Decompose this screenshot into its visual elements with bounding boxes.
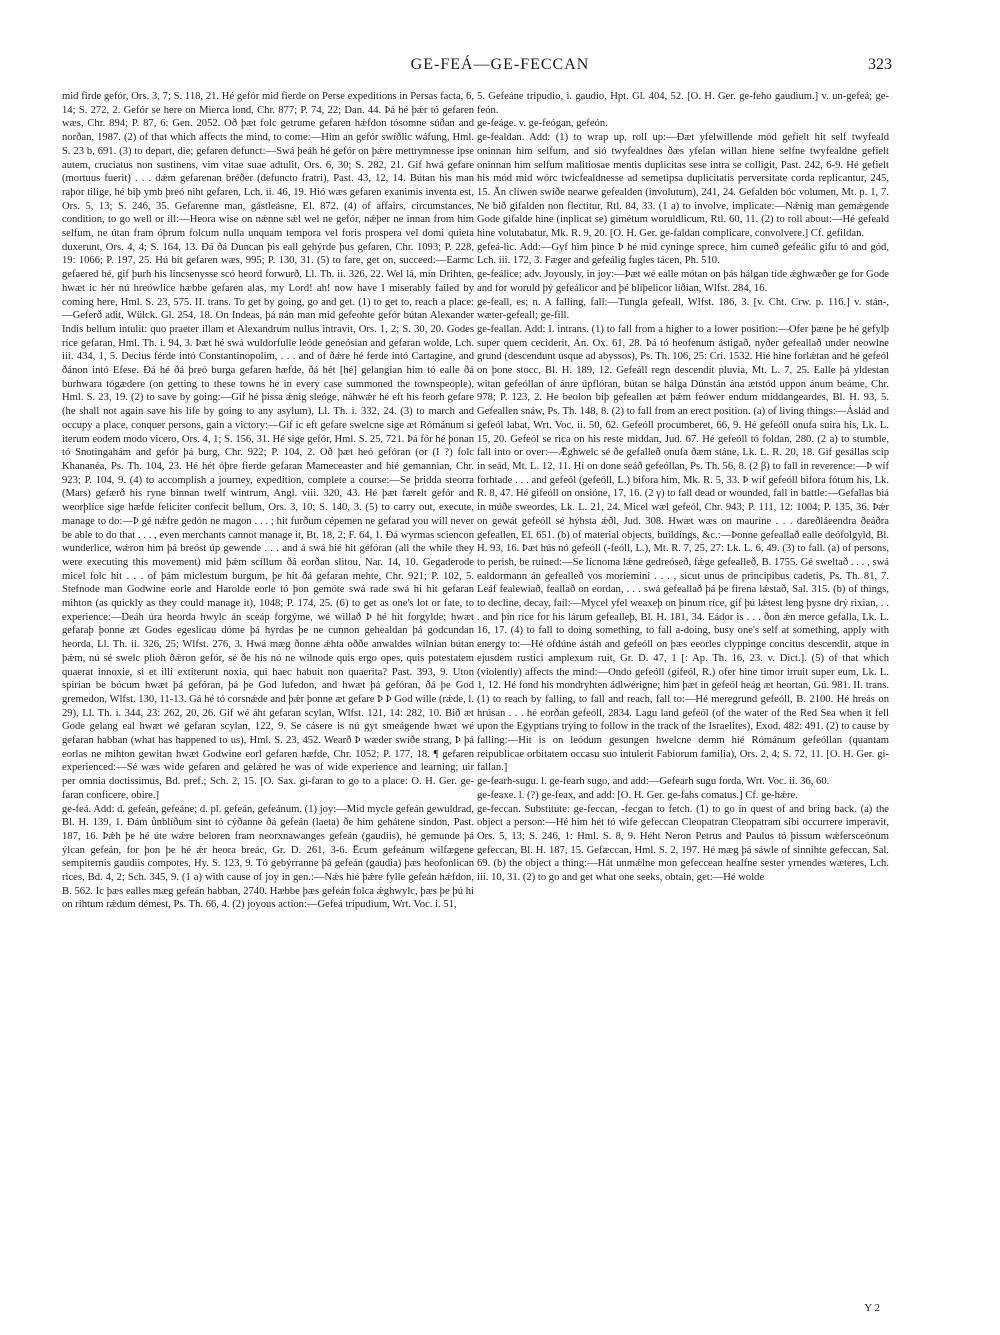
- running-head: GE-FEÁ—GE-FECCAN: [410, 56, 590, 73]
- right-column: [477, 90, 889, 1300]
- entry-paragraph: mid firde gefór, Ors. 3, 7; S. 118, 21. Hé gefór mid fierde on Perse expeditions in Persas facta, 6, 14; S. 272, 2. Gefór se here on Mierca lond, Chr. 877; P. 74, 22; Dan. 44. Þá hé þǽr tó gefaren wæs, Chr. 894; P. 87, 6: Gen. 2052. Oð þæt folc getrume gefaren hǽfdon tósomne súðan and norðan, 1987. (2) of that which affects the mind, to come:—Him an gefór swíðlic wáfung, Hml. S. 23 b, 691. (3) to depart, die; gefaren defunct:—Swá þeáh hé gefór on þǽre mettrymnesse ipse autem, cruciatus non sustinens, vim vitae suae adtulit, Ors. 6, 30; S. 282, 21. Gif hwá gefare (mortuus fuerit) . . . dǽm gefarenan bréðer (defuncto fratri), Past. 43, 12, 14. Bútan his man raþor tilige, hé biþ ymb þreó niht gefaren, Lch. ii. 46, 19. Hió wæs gefaren exanimis inventa est, Ors. 5, 13; S. 246, 35. Gefarenne man, gástleásne, El. 872. (4) of affairs, circumstances, condition, to go well or ill:—Heora wise on nǽnne sǽl wel ne gefór, nǽþer ne innan from him selfum, ne útan fram óþrum folcum nulla unquam tempora vel foris prospera vel domi quieta duxerunt, Ors. 4, 4; S. 164, 13. Ðá ðá Duncan þis eall gehýrde þus gefaren, Chr. 1093; P. 228, 19: 1066; P. 197, 25. Hú bit gefaren wæs, 995; P. 130, 31. (5) to fare, get on, succeed:—Earmc gefaered hé, gif þurh his lincsenysse scó heord forwurð, Ll. Th. ii. 326, 22. Wel lá, mín Drihten, hwæt ic hér nú hreówlice hæbbe gefaren alas, my Lord! ah! now have I miserably failed by coming here, Hml. S. 23, 575. II. trans. To get by going, go and get. (1) to get to, reach a place:—Geferð adit, Wülck. Gl. 254, 18. On Indeas, þá nán man mid gefeohte gefór bútan Alexander Indis bellum intulit: quo praeter illam et Alexandrum nullus intravit, Ors. 1, 2; S. 30, 20. Godes ríce gefaran, Hml. Th. i. 94, 3. Þæt hé swá wuldorfulle leóde geneósian and gefaran wolde, Lch. iii. 434, 1, 5. Decius férde intó Constantinopolim, . . . and of ðǽre hé ferde intó Cartagine, and ðánon intó Efese. Ðá hé ðá þreó burga gefaren hæfde, ðá hét [hé] gelangian him tó ealle ðá burhwara tógædere (on getting to these towns he in every case summoned the townspeople), Hml. S. 23, 19. (2) to save by going:—Gif hé þissa ǽnig sleóge, náhwǽr hé eft his feorh gefare (he shall not again save his life by going to any asylum), Ll. Th. i. 332, 24. (3) to march and occupy a place, conquer persons, gain a victory:—Gif ic eft gefare swelcne sige æt Rómánum si iterum eodem modo vicero, Ors. 4, 1; S. 156, 31. Hé sige gefór, Hml. S. 25, 721. Þá fór hé þonan tó Snotingahám and gefór þá burg, Chr. 922; P. 104, 2. Oð þæt heó gefóran (or (I ?) folc Khananéa, Ps. Th. 104, 23. Hé hét óþre fierde gefaran Mameceaster and hié gemannian, Chr. 923; P. 104, 9. (4) to accomplish a journey, expedition, complete a course:—Se þridda steorra (Mars) gefærð his ryne binnan twelf wintrum, Angl. viii. 320, 43. Hé þæt færelt gefór and weorþlíce sige hæfde feliciter confecit bellum, Ors. 3, 10; S. 140, 3. (5) to carry out, execute, manage to do:—Þ gé nǽfre gedón ne magon . . . ; hit furðum cépemen ne gefarad you will never be able to do that . . . , even merchants cannot manage it, Bt. 18, 2; F. 64, 1. Ðá wyrmas sciencon wunderlice, wǽron him þá breóst úp gewende . . . and á swá hié hit géfóran (all the while they were executing this movement) mid þǽm scillum ðá eorðan slitou, Nar. 14, 10. Gegaderode micel folc hit . . . of þám miclestum burgum, þe hit ðá gefaran mehte, Chr. 921; P. 102, 5. Stefnode man Godwine eorle and Harolde eorle tó þon gemóte swá rade swá hi hit gefaran mihton (as quickly as they could manage it), 1048; P. 174, 25. (6) to get as one's lot or fate, to experience:—Deáh úra heorda hwylc án sceáp forgýme, wé willað Þ hé hit forgylde; hwæt gefaraþ þonne æt Godes egesliсau dóme þá hyrdas þe ne cunnon gehealdan þá godcundan heorda, Ll. Th. ii. 326, 25; Wlfst. 276, 3. Hwá mæg ðonne ǽhta oððe anwaldes wilnian bútan þǽm, nú sé swelc plioh ðǽron gefór, sé ðe his nó ne wilnode quis ergo opes, quis potestatem quaerat innoxie, si et illi extiterunt noxia, qui haec habuit non quaerita? Past. 393, 9. Uton spirian be bócum hwæt þá gefóran, þá þe God lufedon, and hwæt þá gefóran, ðá þe God gremedon, Wlfst. 130, 11-13. Gá hé tó corsnǽde and þǽr þonne æt gefare Þ Þ God wille (rǽde, l. 29), Ll. Th. i. 344, 23: 262, 20, 26. Gif wé áht gefaran scylan, Wlfst. 121, 14: 282, 10. Bið æt Gode gelang eal hwæt wé gefaran scylan, 122, 9. Se cásere is nú gyt smeágende hwæt wé gefaran habban (what has happened to us), Hml. S. 23, 452. Wearð Þ wæder swíðe strang, Þ þá eorlas ne mihton gewitan hwæt Godwine eorl gefaren hæfde, Chr. 1052; P. 177, 18. ¶ gefaren experienced:—Sé wæs wide gefaren and gelǽred he was of wide experience and learning; uir per omnia doctissimus, Bd. pref.; Sch. 2, 15. [O. Sax. gi-faran to go to a place: O. H. Ger. ge-faran conficere, obire.]: [62, 91, 474, 801]
- entry-paragraph: ge-fearh-sugu. l. ge-fearh sugo, and add:—Gefearh sugu forda, Wrt. Voc. ii. 36, 60.: [477, 776, 830, 788]
- entry-paragraph: ge-feá. Add: d. gefeán, gefeáne; d. pl. gefeán, gefeánum. (1) joy:—Mid mycle gefeán gewuldrad, Bl. H. 139, 1. Ðám ůnblíðum sint tó cýðanne ðá gefeán (laeta) ðe him gehátene sindon, Past. 187, 16. Þǽh þe hé úte wǽre beloren fram neorxnawanges gefeán (gaudiis), hé gemunde þá ýlcan gefeán, for þon þe hé ǽr heora breác, Gr. D. 261, 3-6. Ēcum gefeánum wilfægene sempiternis gaudiis compotes, Hy. S. 123, 9. Tó gebýrranne þá gefeán (gaudia) þæs heofonlican rices, Bd. 4, 2; Sch. 345, 9. (1 a) with cause of joy in gen.:—Nǽs hié þǽre fylle gefeán hǽfdon, B. 562. Ic þæs ealles mæg gefeán habban, 2740. Hæbbe þæs gefeán folca ǽghwylc, þæs þe þú hi on rihtum rǽdum démest, Ps. Th. 66, 4. (2) joyous action:—Gefeá tripudium, Wrt. Voc. i. 51,: [62, 803, 474, 911]
- entry-paragraph: ge-feaxe. l. (?) ge-feax, and add: [O. H. Ger. ge-fahs comatus.] Cf. ge-hǽre.: [477, 789, 798, 801]
- entry-paragraph: ge-feálice; adv. Joyously, in joy:—Þæt wé ealle mótan on þás hálgan tíde ǽghwæðer ge for Gode and for woruld þý gefeálicor and þé blíþelicor líðian, Wlfst. 284, 16.: [477, 269, 889, 294]
- entry-paragraph: ge-feccan. Substitute: ge-feccan, -fecgan to fetch. (1) to go in quest of and bring back. (a) the object a person:—Hé him hét tó wife gefeccan Cleopatran Cleopatram sibi occurrere imperavit, Ors. 5, 13; S. 246, 1: Hml. S. 8, 9. Héht Neron Petrus and Paulus tó þissum wǽfersceónum gefeccan, Bl. H. 187, 15. Gefæccan, Hml. S. 2, 197. Hé mæg þá sáwle of sinnihte gefeccan, Sal. 69. (b) the object a thing:—Hát unmǽlne mon gefeccean healfne sester yrnendes wæteres, Lch. iii. 10, 31. (2) to go and get what one seeks, obtain, get:—Hé wolde: [477, 803, 889, 884]
- entry-paragraph: ge-feáge. v. ge-feógan, gefeón.: [477, 118, 608, 130]
- entry-paragraph: ge-feallan. Add: I. intrans. (1) to fall from a higher to a lower position:—Ofer þæne þe hé gefylþ super quem ceciderit, An. Ox. 61, 28. Þá tó heofenum ástigað, nyðer gefeallað under neowlne grund (descendunt usque ad abyssos), Ps. Th. 106, 25: Cri. 1532. Hié hine forlǽtan and hé gefeól on þone stocc, Bl. H. 189, 12. Gefeáll regn descendit pluvia, Mt. L. 7, 25. Ealle þá yldestan witan gefeóllan of ánre úpflóran, bútan se hálga Dúnstán ána ætstód uppon ánum beáme, Chr. 978; P. 123, 2. He beolon biþ gefeallen æt þǽm feówer endum middangeardes, Bl. H. 93, 5. Gefeallen snáw, Ps. Th. 148, 8. (2) to fall from an erect position. (a) of living things:—Áslád and gefeól labat, Wrt. Voc. ii. 50, 62. Gefeóll procumberet, 66, 9. Hé gefeóll onufa suira his, Lk. L. 15, 20. Gefeól se rica on his reste middan, Jud. 67. Hé gefeóll tó foldan, 280. (2 a) to stumble, fall into or over:—Ǣghwelc sé ðe gefalleð onufa ðæm stáne, Lk. L. R. 20, 18. Gif gesállas scip in seád, Mt. L. 12, 11. Hí on done seáð gefeóllan, Ps. Th. 56, 8. (2 β) to fall in reverence:—Þ wíf forhtade . . . and gefeól (gefeóll, L.) bifora him, Mk. R. 5, 33. Þ wíf gefeóll bifora fótum his, Lk. R. 8, 47. Hé gifeóll on onsióne, 17, 16. (2 γ) to fall dead or wounded, fall in battle:—Gefallas biá in múðe sweordes, Lk. L. 21, 24. Micel wæl gefeól, Chr. 943; P. 111, 12: 1004; P. 135, 36. Þǽr on gewát gefeóll sé hýhsta ǽðl, Jud. 308. Hwæt wæs on mauríne . . . dareðláeendra ðeáðra gefeallen, El. 651. (b) of material objects, buildings, &c.:—Þonne gefeallað ealle deófolgyld, Bl. H. 93, 16. Þæt hús nó gefeóll (-feóll, L.), Mt. R. 7, 25, 27: Lk. L. 6, 49. (3) to fall. (a) of persons, to perish, be ruined:—Se lícnoma lǽne gedreóseð, fǽge gefealleð, B. 1755. Gé sweltað . . . , swá ealdormann án gefealleð vos moriemini . . . , sicut unus de principibus cadetis, Ps. Th. 81, 7. Leáf fealewiað, feallað on eordan, . . . swá gefeallað þá þe firena lǽstað, Sal. 315. (b) of things, to decline, decay, fail:—Mycel yfel weaxeþ on þinum ríce, gif þú lǽtest leng þysne drý rixian, . . . and þín ríce for his lárum gefealleþ, Bl. H. 181, 34. Eádor is . . . ðon ǽn merce gefalla, Lk. L. 16, 17. (4) to fall to doing something, to fall a-doing, busy one's self at something, apply with energy to:—Hé ofdúne ástáh and gefeóll on þæs eeorles clyppinge concitus descendit, atque in ejusdem rustici amplexum ruit, Gr. D. 47, 1 [: Ap. Th. 16, 23. v. Dict.]. (5) of that which (violently) affects the mind:—Ondo gefeóll (gifeól, R.) ofer hine timor irruit super eum, Lk. L. 1, 12. Hé fond his mondryhten ádlwérigne; him þæt in gefeól heág æt heortan, Gú. 981. II. trans. (1) to reach by falling, to fall and reach, fall to:—Hé meregrund gefeóll, B. 2100. Hé hreás on hrúsan . . . hé eorðan gefeóll, 2834. Lagu land gefeól (of the water of the Red Sea when it fell upon the Egyptians trying to follow in the track of the Israelites), Exod. 482: 491. (2) to cause by falling:—Hit is on leódum gesungen hwelcne demm hié Rómánum gefeóllan (quantam reipublicae orbitatem occasu suo intulerit Fabiorum familia), Ors. 2, 4; S. 72, 11. [O. H. Ger. gi-fallan.]: [477, 323, 889, 774]
- signature-mark: Y 2: [864, 1302, 880, 1314]
- entry-paragraph: ge-fealdan. Add: (1) to wrap up, roll up:—Ðæt yfelwillende mód gefielt hit self twyfeald oninnan him selfum, and sió twyfealdnes ðæs yfelan willan hiene selfne twyfealdne gefielt oninnan him selfum malitiosae mentis duplicitas sese intra se colligit, Past. 242, 6-9. Hé gefielt his mód mid wórc twicfealdnesse ad semetipsa duplicitatis perversitate corda replicantur, 245, 15. Ān clíwen swíðe nearwe gefealden (involutum), 241, 24. Gefalden bóc volumen, Mt. p. 1, 7. Ne bið gifalden non flectitur, Rtl. 84, 33. (1 a) to involve, implicate:—Nǽnig man gemǽgende Gode gifalde hine (inplicat se) gimétum woruldlicum, Rtl. 60, 11. (2) to roll about:—Hé gefeald hine volutabatur, Mk. R. 9, 20. [O. H. Ger. ge-faldan complicare, convolvere.] Cf. gefildan.: [477, 132, 889, 240]
- left-column: [62, 90, 474, 1300]
- entry-paragraph: gefeá-lic. Add:—Gyf him þince Þ hé mid cyninge sprece, him cumeð gefeálic gifu tó and gód, Lch. iii. 172, 3. Fæger and gefeálig fugles tácen, Ph. 510.: [477, 241, 889, 267]
- entry-paragraph: ge-feall, es; n. A falling, fall:—Tungla gefeall, Wlfst. 186, 3. [v. Cht. Crw. p. 116.] v. stán-, wæter-gefeall; ge-fill.: [477, 296, 889, 322]
- page-header: [0, 56, 1000, 80]
- page-number: 323: [868, 56, 892, 73]
- entry-paragraph: 5. Gefeáne tripudio, i. gaudio, Hpt. Gl. 404, 52. [O. H. Ger. ge-feho gaudium.] v. un-gefeá; ge-feón.: [477, 91, 889, 116]
